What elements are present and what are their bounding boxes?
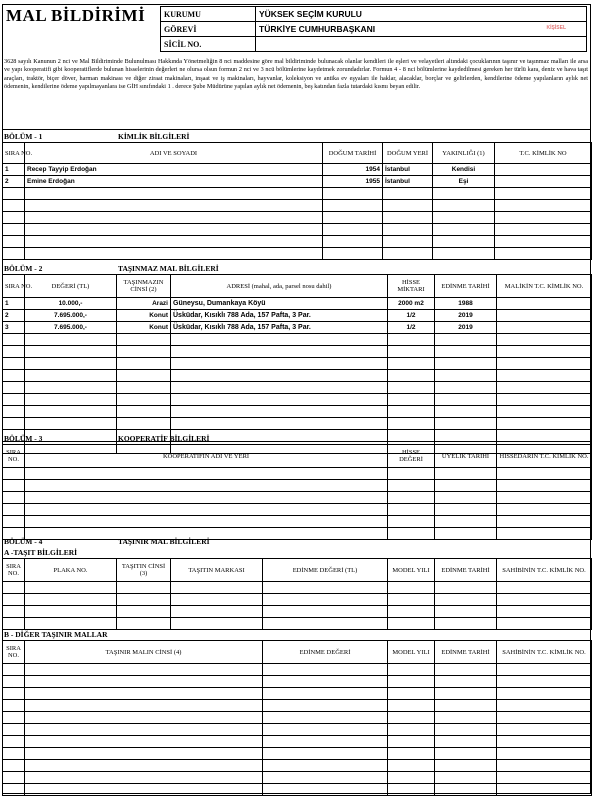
table-row: [3, 688, 592, 700]
table-row: [3, 700, 592, 712]
col-sira: SIRA NO.: [3, 445, 25, 468]
col-edinme-tarihi: EDİNME TARİHİ: [435, 275, 497, 298]
col-sira: SIRA NO.: [3, 275, 25, 298]
section1-title: KİMLİK BİLGİLERİ: [118, 132, 190, 141]
col-hisse-degeri: HİSSE DEĞERİ: [388, 445, 435, 468]
col-dogum-yeri: DOĞUM YERİ: [383, 143, 433, 164]
table-row: [3, 528, 592, 540]
table-row: [3, 188, 592, 200]
table-row: [3, 618, 592, 630]
table-row: [3, 200, 592, 212]
cell-no: 2: [3, 176, 25, 188]
table-row: [3, 516, 592, 528]
table-row: [3, 736, 592, 748]
section2-label: BÖLÜM - 2: [4, 264, 43, 273]
cell-tc: [495, 176, 592, 188]
cell-date: 1988: [435, 298, 497, 310]
section2-title: TAŞINMAZ MAL BİLGİLERİ: [118, 264, 219, 273]
cell-name: Recep Tayyip Erdoğan: [25, 164, 323, 176]
col-sahibi-tc: SAHİBİNİN T.C. KİMLİK NO.: [497, 641, 592, 664]
table-row: [3, 760, 592, 772]
cell-tc: [497, 310, 592, 322]
section4-label: BÖLÜM - 4: [4, 537, 43, 546]
sicil-label: SİCİL NO.: [161, 37, 256, 52]
cell-tc: [495, 164, 592, 176]
table-row: [3, 176, 592, 188]
col-sira: SIRA NO.: [3, 143, 25, 164]
col-sira: SIRA NO.: [3, 641, 25, 664]
gorevi-value: TÜRKİYE CUMHURBAŞKANI: [259, 24, 376, 34]
table-row: [3, 606, 592, 618]
cell-share: 1/2: [388, 322, 435, 334]
section1-label: BÖLÜM - 1: [4, 132, 43, 141]
cell-no: 1: [3, 298, 25, 310]
gorevi-label: GÖREVİ: [161, 22, 256, 37]
cell-type: Konut: [117, 322, 171, 334]
col-adi-soyadi: ADI VE SOYADI: [25, 143, 323, 164]
col-tc-kimlik: T.C. KİMLİK NO: [495, 143, 592, 164]
section3-title: KOOPERATİF BİLGİLERİ: [118, 434, 210, 443]
table-row: [3, 236, 592, 248]
cell-tc: [497, 322, 592, 334]
table-row: [3, 784, 592, 796]
cell-no: 1: [3, 164, 25, 176]
vehicle-table: [2, 558, 592, 630]
table-row: [3, 430, 592, 442]
cell-relation: Kendisi: [433, 164, 495, 176]
col-sira: SIRA NO.: [3, 559, 25, 582]
cell-no: 2: [3, 310, 25, 322]
stamp-text: KİŞİSEL: [546, 25, 566, 31]
kurumu-value: YÜKSEK SEÇİM KURULU: [256, 7, 587, 22]
col-plaka: PLAKA NO.: [25, 559, 117, 582]
table-row: [3, 382, 592, 394]
cell-no: 3: [3, 322, 25, 334]
cell-value: 7.695.000,-: [25, 322, 117, 334]
other-movables-table: [2, 640, 592, 796]
table-row: [3, 346, 592, 358]
cell-share: 1/2: [388, 310, 435, 322]
section3-label: BÖLÜM - 3: [4, 434, 43, 443]
cell-name: Emine Erdoğan: [25, 176, 323, 188]
section1-table: [2, 142, 592, 260]
col-edinme-tarihi: EDİNME TARİHİ: [435, 559, 497, 582]
cell-year: 1954: [323, 164, 383, 176]
table-row: [3, 772, 592, 784]
divider: [2, 129, 591, 130]
cell-date: 2019: [435, 310, 497, 322]
table-row: [3, 370, 592, 382]
table-row: [3, 468, 592, 480]
cell-value: 10.000,-: [25, 298, 117, 310]
cell-place: İstanbul: [383, 176, 433, 188]
table-row: [3, 480, 592, 492]
table-row: [3, 504, 592, 516]
col-adresi: ADRESİ (mahal, ada, parsel nosu dahil): [171, 275, 388, 298]
table-row: [3, 224, 592, 236]
cell-year: 1955: [323, 176, 383, 188]
col-kooperatif: KOOPERATİFİN ADI VE YERİ: [25, 445, 388, 468]
table-row: [3, 492, 592, 504]
section4-title: TAŞINIR MAL BİLGİLERİ: [118, 537, 210, 546]
col-yakinligi: YAKINLIĞI (1): [433, 143, 495, 164]
cell-address: Güneysu, Dumankaya Köyü: [171, 298, 388, 310]
table-row: [3, 164, 592, 176]
table-row: [3, 418, 592, 430]
col-model-yili: MODEL YILI: [388, 641, 435, 664]
sicil-value: [256, 37, 587, 52]
cell-tc: [497, 298, 592, 310]
table-row: [3, 664, 592, 676]
col-cinsi: TAŞINMAZIN CİNSİ (2): [117, 275, 171, 298]
cell-place: İstanbul: [383, 164, 433, 176]
col-malik-tc: MALİKİN T.C. KİMLİK NO.: [497, 275, 592, 298]
table-row: [3, 310, 592, 322]
col-model-yili: MODEL YILI: [388, 559, 435, 582]
col-dogum-tarihi: DOĞUM TARİHİ: [323, 143, 383, 164]
col-uyelik-tarihi: ÜYELİK TARİHİ: [435, 445, 497, 468]
section4-sub-b: B - DİĞER TAŞINIR MALLAR: [4, 630, 108, 639]
cell-address: Üsküdar, Kısıklı 788 Ada, 157 Pafta, 3 Par.: [171, 322, 388, 334]
legal-note: 3628 sayılı Kanunun 2 nci ve Mal Bildiriminde Bulunulması Hakkında Yönetmeliğin 8 nci maddesine göre mal bildiriminde bulunacak olanlar kendileri ile eşleri ve velayetleri altındaki çocuklarının taşınır ve taşınmaz malları ile arsa ve yapı kooperatifi gibi kooperatiflerde bulunan hisselerinin değerleri ne olursa olsun formun 2 nci ve 3 ncü bölümlerine kaydetmek zorundadırlar. Formun 4 - 8 nci bölümlerine kaydedilmesi gereken her türlü kara, deniz ve hava taşıt araçları, traktör, biçer döver, harman makinası ve diğer ziraat makinaları, inşaat ve iş makinaları, hayvanlar, koleksiyon ve antika ev eşyaları ile haklar, alacaklar, borçlar ve gelirlerden, kendilerine ödeme yapılanların aylık net ödemenin, kendilerine ödeme yapılmayanlara ise GİH sınıfındaki 1 . derece Şube Müdürüne yapılan aylık net ödemenin, beş katından fazla tutardaki kısmı beyan edilir.: [4, 58, 588, 91]
col-edinme-tarihi: EDİNME TARİHİ: [435, 641, 497, 664]
col-edinme-degeri: EDİNME DEĞERİ: [263, 641, 388, 664]
cell-relation: Eşi: [433, 176, 495, 188]
form-title: MAL BİLDİRİMİ: [6, 6, 146, 25]
col-hissedar-tc: HİSSEDARIN T.C. KİMLİK NO.: [497, 445, 592, 468]
table-row: [3, 676, 592, 688]
table-row: [3, 298, 592, 310]
cell-date: 2019: [435, 322, 497, 334]
table-row: [3, 394, 592, 406]
col-tasit-cinsi: TAŞITIN CİNSİ (3): [117, 559, 171, 582]
col-edinme-degeri: EDİNME DEĞERİ (TL): [263, 559, 388, 582]
table-row: [3, 212, 592, 224]
cell-address: Üsküdar, Kısıklı 788 Ada, 157 Pafta, 3 Par.: [171, 310, 388, 322]
table-row: [3, 334, 592, 346]
table-row: [3, 406, 592, 418]
cell-type: Arazi: [117, 298, 171, 310]
table-row: [3, 712, 592, 724]
col-tasit-markasi: TAŞITIN MARKASI: [171, 559, 263, 582]
table-row: [3, 358, 592, 370]
kurumu-label: KURUMU: [161, 7, 256, 22]
gorevi-cell: [256, 22, 587, 37]
col-hisse: HİSSE MİKTARI: [388, 275, 435, 298]
col-tasinir-cinsi: TAŞINIR MALIN CİNSİ (4): [25, 641, 263, 664]
cell-type: Konut: [117, 310, 171, 322]
col-degeri: DEĞERİ (TL): [25, 275, 117, 298]
table-row: [3, 748, 592, 760]
section4-sub-a: A -TAŞIT BİLGİLERİ: [4, 548, 78, 557]
col-sahibi-tc: SAHİBİNİN T.C. KİMLİK NO.: [497, 559, 592, 582]
table-row: [3, 322, 592, 334]
cell-share: 2000 m2: [388, 298, 435, 310]
table-row: [3, 724, 592, 736]
table-row: [3, 582, 592, 594]
section3-table: [2, 444, 592, 540]
table-row: [3, 594, 592, 606]
table-row: [3, 248, 592, 260]
header-table: [160, 6, 587, 52]
section2-table: [2, 274, 592, 454]
cell-value: 7.695.000,-: [25, 310, 117, 322]
